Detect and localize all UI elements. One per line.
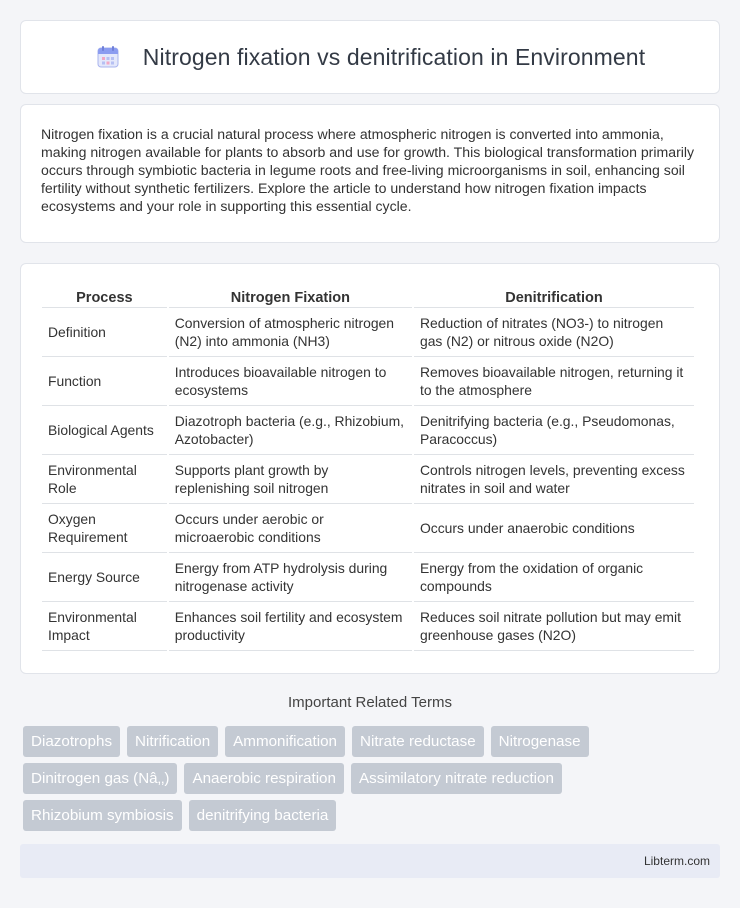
intro-paragraph: Nitrogen fixation is a crucial natural process where atmospheric nitrogen is converted into ammonia, making nitrogen available for plants to absorb and use for growth. This biological transformation primarily occurs through symbiotic bacteria in legume roots and free-living microorganisms in soil, enhancing soil fertility without synthetic fertilizers. Explore the article to understand how nitrogen fixation impacts ecosystems and your role in supporting this essential cycle. xyxy=(41,126,695,214)
row-label: Environmental Role xyxy=(42,455,167,504)
fixation-cell: Enhances soil fertility and ecosystem productivity xyxy=(169,602,412,651)
fixation-cell: Energy from ATP hydrolysis during nitrogenase activity xyxy=(169,553,412,602)
tag-ammonification[interactable]: Ammonification xyxy=(225,726,345,757)
table-row xyxy=(42,406,694,455)
table-row xyxy=(42,504,694,553)
table-row xyxy=(42,455,694,504)
table-row xyxy=(42,553,694,602)
tag-denitrifying-bacteria[interactable]: denitrifying bacteria xyxy=(189,800,337,831)
fixation-cell: Supports plant growth by replenishing soil nitrogen xyxy=(169,455,412,504)
fixation-cell: Occurs under aerobic or microaerobic conditions xyxy=(169,504,412,553)
row-label: Energy Source xyxy=(42,553,167,602)
table-row xyxy=(42,357,694,406)
tag-nitrate-reductase[interactable]: Nitrate reductase xyxy=(352,726,484,757)
denitrification-cell: Controls nitrogen levels, preventing excess nitrates in soil and water xyxy=(414,455,694,504)
column-header-process: Process xyxy=(42,284,167,308)
denitrification-cell: Removes bioavailable nitrogen, returning it to the atmosphere xyxy=(414,357,694,406)
column-header-nitrogen-fixation: Nitrogen Fixation xyxy=(169,284,412,308)
denitrification-cell: Reduction of nitrates (NO3-) to nitrogen gas (N2) or nitrous oxide (N2O) xyxy=(414,308,694,357)
row-label: Function xyxy=(42,357,167,406)
tag-diazotrophs[interactable]: Diazotrophs xyxy=(23,726,120,757)
tag-rhizobium-symbiosis[interactable]: Rhizobium symbiosis xyxy=(23,800,182,831)
fixation-cell: Introduces bioavailable nitrogen to ecosystems xyxy=(169,357,412,406)
tag-dinitrogen-gas[interactable]: Dinitrogen gas (Nâ‚‚) xyxy=(23,763,177,794)
row-label: Environmental Impact xyxy=(42,602,167,651)
tag-nitrogenase[interactable]: Nitrogenase xyxy=(491,726,589,757)
row-label: Definition xyxy=(42,308,167,357)
related-terms-list xyxy=(23,726,723,837)
denitrification-cell: Energy from the oxidation of organic compounds xyxy=(414,553,694,602)
table-row xyxy=(42,308,694,357)
comparison-table xyxy=(40,284,696,651)
table-row xyxy=(42,602,694,651)
tag-assimilatory-nitrate-reduction[interactable]: Assimilatory nitrate reduction xyxy=(351,763,562,794)
related-terms-heading: Important Related Terms xyxy=(288,694,452,711)
fixation-cell: Conversion of atmospheric nitrogen (N2) into ammonia (NH3) xyxy=(169,308,412,357)
calendar-icon xyxy=(95,44,121,70)
column-header-denitrification: Denitrification xyxy=(414,284,694,308)
row-label: Biological Agents xyxy=(42,406,167,455)
footer-site-link[interactable]: Libterm.com xyxy=(643,854,710,868)
row-label: Oxygen Requirement xyxy=(42,504,167,553)
fixation-cell: Diazotroph bacteria (e.g., Rhizobium, Azotobacter) xyxy=(169,406,412,455)
denitrification-cell: Occurs under anaerobic conditions xyxy=(414,504,694,553)
denitrification-cell: Denitrifying bacteria (e.g., Pseudomonas, Paracoccus) xyxy=(414,406,694,455)
comparison-card xyxy=(20,263,720,674)
footer xyxy=(20,844,720,878)
denitrification-cell: Reduces soil nitrate pollution but may emit greenhouse gases (N2O) xyxy=(414,602,694,651)
tag-anaerobic-respiration[interactable]: Anaerobic respiration xyxy=(184,763,344,794)
table-header-row xyxy=(42,284,694,308)
page-title: Nitrogen fixation vs denitrification in Environment xyxy=(142,43,646,70)
intro-card xyxy=(20,104,720,243)
title-card xyxy=(20,20,720,94)
tag-nitrification[interactable]: Nitrification xyxy=(127,726,218,757)
